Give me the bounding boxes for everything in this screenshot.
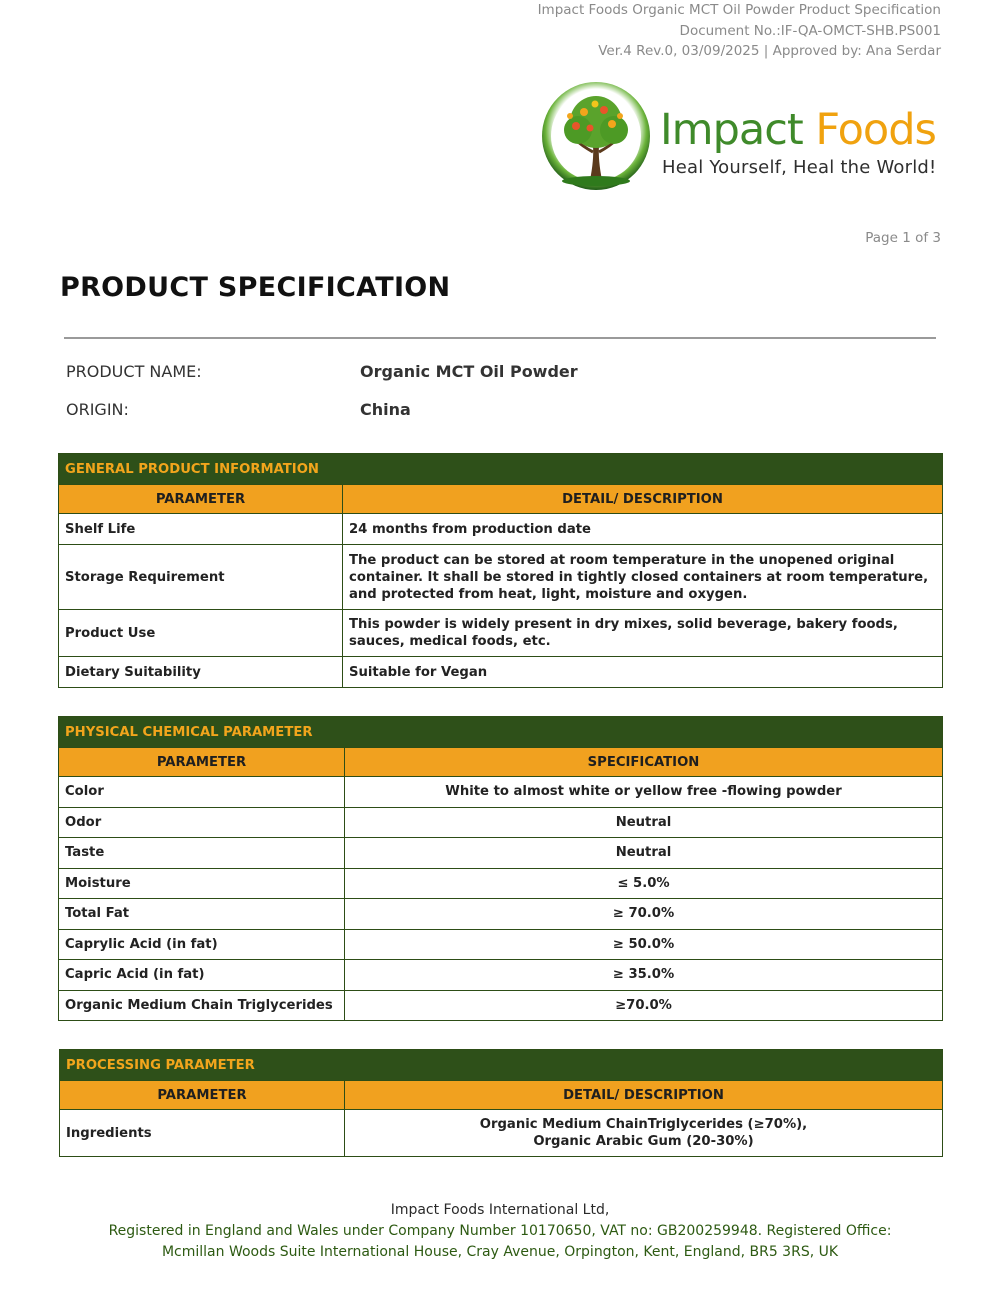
spec-cell: ≥ 50.0% — [345, 929, 943, 960]
table-row — [59, 960, 943, 991]
param-cell: Total Fat — [59, 899, 345, 930]
table-row — [59, 929, 943, 960]
spec-cell: ≥ 35.0% — [345, 960, 943, 991]
brand-word-impact: Impact — [660, 105, 803, 155]
detail-cell: 24 months from production date — [343, 514, 943, 545]
brand-word-foods: Foods — [815, 105, 936, 155]
section-title: PROCESSING PARAMETER — [60, 1050, 943, 1081]
footer-company: Impact Foods International Ltd, — [390, 1202, 610, 1218]
table-row — [60, 1110, 943, 1157]
spec-cell: ≤ 5.0% — [345, 868, 943, 899]
brand-tagline: Heal Yourself, Heal the World! — [662, 157, 937, 178]
company-logo — [540, 80, 940, 195]
param-cell: Dietary Suitability — [59, 657, 343, 688]
table-row — [59, 807, 943, 838]
table-row — [59, 657, 943, 688]
brand-name — [660, 105, 936, 155]
spec-cell: ≥ 70.0% — [345, 899, 943, 930]
footer-address: Mcmillan Woods Suite International House, Cray Avenue, Orpington, Kent, England, BR5 3RS, UK — [161, 1244, 839, 1260]
table-row — [59, 777, 943, 808]
detail-cell: Suitable for Vegan — [343, 657, 943, 688]
table-row — [59, 838, 943, 869]
footer-registration: Registered in England and Wales under Company Number 10170650, VAT no: GB200259948. Registered Office: — [108, 1223, 892, 1239]
document-header — [538, 0, 941, 62]
table-row — [59, 990, 943, 1021]
detail-cell: This powder is widely present in dry mixes, solid beverage, bakery foods, sauces, medical foods, etc. — [343, 610, 943, 657]
doc-version-line: Ver.4 Rev.0, 03/09/2025 | Approved by: Ana Serdar — [598, 43, 941, 59]
spec-cell: White to almost white or yellow free -flowing powder — [345, 777, 943, 808]
ingredient-line: Organic Arabic Gum (20-30%) — [533, 1134, 754, 1149]
section-title: PHYSICAL CHEMICAL PARAMETER — [59, 717, 943, 748]
param-cell: Odor — [59, 807, 345, 838]
page-title: PRODUCT SPECIFICATION — [60, 272, 451, 303]
param-cell: Product Use — [59, 610, 343, 657]
physical-chemical-table — [58, 716, 943, 1021]
page-number: Page 1 of 3 — [865, 230, 941, 246]
spec-cell: ≥70.0% — [345, 990, 943, 1021]
origin-label: ORIGIN: — [66, 400, 129, 419]
spec-cell: Neutral — [345, 807, 943, 838]
column-header: DETAIL/ DESCRIPTION — [345, 1081, 943, 1110]
param-cell: Color — [59, 777, 345, 808]
general-info-table — [58, 453, 943, 688]
param-cell: Organic Medium Chain Triglycerides — [59, 990, 345, 1021]
column-header: DETAIL/ DESCRIPTION — [343, 485, 943, 514]
title-divider — [64, 337, 936, 339]
column-header: PARAMETER — [59, 485, 343, 514]
table-row — [59, 610, 943, 657]
param-cell: Capric Acid (in fat) — [59, 960, 345, 991]
table-row — [59, 514, 943, 545]
param-cell: Moisture — [59, 868, 345, 899]
tree-emblem-icon — [540, 80, 652, 195]
ingredients-cell — [345, 1110, 943, 1157]
param-cell: Taste — [59, 838, 345, 869]
table-row — [59, 545, 943, 610]
spec-cell: Neutral — [345, 838, 943, 869]
page-footer — [0, 1200, 1000, 1263]
param-cell: Storage Requirement — [59, 545, 343, 610]
doc-number-line: Document No.:IF-QA-OMCT-SHB.PS001 — [679, 22, 941, 39]
param-cell: Caprylic Acid (in fat) — [59, 929, 345, 960]
column-header: SPECIFICATION — [345, 748, 943, 777]
column-header: PARAMETER — [60, 1081, 345, 1110]
table-row — [59, 899, 943, 930]
column-header: PARAMETER — [59, 748, 345, 777]
param-cell: Ingredients — [60, 1110, 345, 1157]
product-name-label: PRODUCT NAME: — [66, 362, 202, 381]
ingredient-line: Organic Medium ChainTriglycerides (≥70%), — [479, 1117, 808, 1132]
doc-title-line: Impact Foods Organic MCT Oil Powder Product Specification — [537, 2, 941, 18]
detail-cell: The product can be stored at room temperature in the unopened original container. It shall be stored in tightly closed containers at room temperature, and protected from heat, light, moisture and oxygen. — [343, 545, 943, 610]
param-cell: Shelf Life — [59, 514, 343, 545]
origin-value: China — [360, 400, 411, 419]
section-title: GENERAL PRODUCT INFORMATION — [59, 454, 943, 485]
table-row — [59, 868, 943, 899]
processing-table — [59, 1049, 943, 1157]
product-name-value: Organic MCT Oil Powder — [360, 362, 578, 381]
